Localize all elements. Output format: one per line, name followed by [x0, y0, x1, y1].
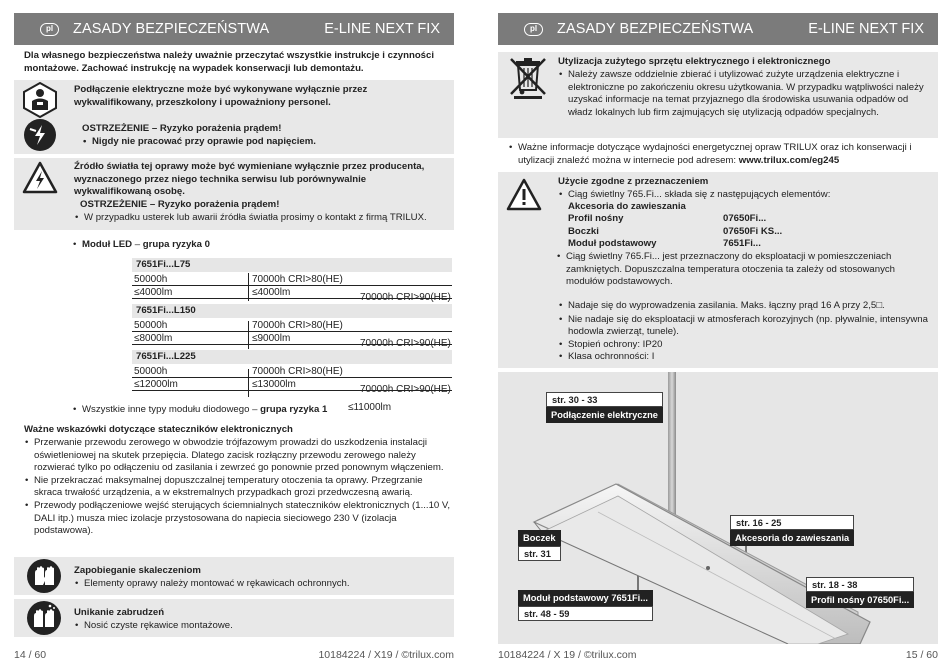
- dirt-title: Unikanie zabrudzeń: [74, 607, 165, 618]
- led-table: [132, 258, 452, 395]
- led-cri90: 70000h CRI>90(HE): [360, 292, 451, 303]
- ballast-bullet: • Przewody podłączeniowe wejść sterujących ściemnialnych stateczników elektronicznych (1...10 V, DALI itp.) musza miec izolacje przystosowana do napiecia sieciowego 230 V (izolacja podstawowa).: [24, 500, 452, 538]
- gloves-icon: [26, 558, 62, 594]
- ballast-title: Ważne wskazówki dotyczące stateczników elektronicznych: [24, 424, 293, 435]
- led-cri80: 70000h CRI>80(HE): [252, 320, 343, 331]
- left-page: [14, 0, 454, 667]
- led-lumen-a: ≤12000lm: [134, 379, 178, 390]
- caution-icon: [506, 177, 542, 213]
- led-model: 7651Fi...L225: [132, 350, 452, 364]
- energy-text: Ważne informacje dotyczące wydajności energetycznej opraw TRILUX oraz ich konserwacji i utylizacji znaleźć można w internecie pod adresem:: [518, 142, 912, 166]
- led-module-prefix: Moduł LED: [82, 239, 133, 250]
- led-hours: 50000h: [134, 366, 168, 377]
- no-live-work-icon: [22, 117, 58, 153]
- warning-title: OSTRZEŻENIE – Ryzyko porażenia prądem!: [82, 123, 282, 134]
- header-title: ZASADY BEZPIECZEŃSTWA: [557, 21, 754, 37]
- other-modules-lumen: ≤11000lm: [348, 402, 392, 413]
- header-title: ZASADY BEZPIECZEŃSTWA: [73, 21, 270, 37]
- part-name: Moduł podstawowy: [568, 238, 657, 250]
- other-modules-group: grupa ryzyka 1: [260, 404, 328, 415]
- warning-list: [82, 136, 442, 149]
- led-row-1: [132, 319, 452, 332]
- led-model: 7651Fi...L75: [132, 258, 452, 272]
- led-row-2: [132, 286, 452, 303]
- other-modules-text: Wszystkie inne typy modułu diodowego –: [82, 404, 261, 415]
- cuts-list: [74, 578, 444, 591]
- electric-hazard-icon: [22, 160, 58, 196]
- header-product: E-LINE NEXT FIX: [808, 21, 924, 37]
- language-badge: pl: [40, 23, 59, 36]
- part-name: Boczki: [568, 225, 599, 237]
- led-model: 7651Fi...L150: [132, 304, 452, 318]
- table-divider: [248, 369, 249, 397]
- page-header: [498, 13, 938, 45]
- part-code: 07650Fi KS...: [723, 225, 783, 237]
- led-group-2: [132, 350, 452, 395]
- ballast-bullet: • Nie przekraczać maksymalnej dopuszczalnej temperatury otoczenia ta oprawy. Przegrzanie skraca trwałość urządzenia, a w ekstremalnych przypadkach grozi przedwczesną awarią.: [24, 475, 452, 500]
- part-row: [568, 238, 868, 251]
- defect-list: [74, 212, 452, 225]
- callout-page: str. 48 - 59: [518, 606, 653, 621]
- page-footer: [498, 649, 938, 661]
- led-module-suffix-plain: –: [132, 239, 143, 250]
- intro-text: Dla własnego bezpieczeństwa należy uważnie przeczytać wszystkie instrukcje i czynności montażowe. Zachować instrukcję na wypadek konserwacji lub demontażu.: [24, 50, 435, 74]
- callout-label: Moduł podstawowy 7651Fi...: [518, 590, 653, 606]
- qualified-text: Podłączenie elektryczne może być wykonywane wyłącznie przez wykwalifikowany, przeszkolony i upoważniony personel.: [74, 84, 368, 108]
- consists-bullet: • Ciąg świetlny 765.Fi... składa się z następujących elementów:: [558, 189, 934, 202]
- page-number: 14 / 60: [14, 649, 47, 661]
- led-row-2: [132, 378, 452, 395]
- part-code: 7651Fi...: [723, 238, 761, 250]
- part-name: Profil nośny: [568, 213, 624, 224]
- led-lumen-a: ≤8000lm: [134, 333, 173, 344]
- page-number: 15 / 60: [905, 649, 938, 661]
- light-source-text: Źródło światła tej oprawy może być wymieniane wyłącznie przez producenta, wyznaczonego przez niego technika serwisu lub porównywalnie wykwalifikowaną osobę.: [74, 161, 425, 198]
- led-group-0: [132, 258, 452, 303]
- led-lumen-a: ≤4000lm: [134, 287, 173, 298]
- disposal-list: [558, 69, 934, 119]
- electrician-icon: [22, 82, 58, 118]
- energy-url-link[interactable]: www.trilux.com/eg245: [738, 154, 840, 166]
- header-product: E-LINE NEXT FIX: [324, 21, 440, 37]
- led-module-list: [72, 239, 372, 252]
- led-module-item: [72, 239, 372, 252]
- dirt-bullet: • Nosić czyste rękawice montażowe.: [74, 620, 444, 633]
- led-row-1: [132, 365, 452, 378]
- language-badge: pl: [524, 23, 543, 36]
- callout-suspension: [730, 515, 854, 546]
- led-hours: 50000h: [134, 274, 168, 285]
- other-modules-list: [72, 404, 452, 417]
- table-divider: [248, 321, 249, 349]
- document-number: 10184224 / X19 / ©trilux.com: [318, 649, 454, 661]
- callout-connection: [546, 392, 663, 423]
- callout-carrier-profile: [806, 577, 914, 608]
- indoor-bullet: • Ciąg świetlny 765.Fi... jest przeznaczony do eksploatacji w pomieszczeniach zamkniętych. Dopuszczalna temperatura otoczenia ta zależy od stosowanych modułów podstawowych.: [556, 251, 934, 289]
- led-hours: 50000h: [134, 320, 168, 331]
- led-cri80: 70000h CRI>80(HE): [252, 366, 343, 377]
- dirt-list: [74, 620, 444, 633]
- part-code: 07650Fi...: [723, 213, 767, 224]
- defect-bullet: • W przypadku usterek lub awarii źródła światła prosimy o kontakt z firmą TRILUX.: [74, 212, 452, 225]
- part-row: [568, 213, 868, 226]
- led-lumen-b: ≤13000lm: [252, 379, 296, 390]
- callout-label: Boczek: [518, 530, 561, 546]
- consists-list: [558, 189, 934, 202]
- led-cri90: 70000h CRI>90(HE): [360, 338, 451, 349]
- callout-page: str. 30 - 33: [546, 392, 663, 407]
- cuts-bullet: • Elementy oprawy należy montować w rękawicach ochronnych.: [74, 578, 444, 591]
- ip-bullet: • Stopień ochrony: IP20: [558, 339, 934, 352]
- led-cri90: 70000h CRI>90(HE): [360, 384, 451, 395]
- product-illustration: [498, 372, 938, 644]
- warning-bullet: • Nigdy nie pracować przy oprawie pod napięciem.: [82, 136, 442, 149]
- part-row: [568, 226, 868, 239]
- callout-page: str. 18 - 38: [806, 577, 914, 592]
- led-group-1: [132, 304, 452, 349]
- disposal-title: Utylizacja zużytego sprzętu elektrycznego i elektronicznego: [558, 56, 831, 67]
- warning-title-2: OSTRZEŻENIE – Ryzyko porażenia prądem!: [80, 199, 280, 210]
- other-modules-item: [72, 404, 452, 417]
- led-module-group: grupa ryzyka 0: [142, 239, 210, 250]
- callout-end-cap: [518, 530, 561, 561]
- callout-base-module: [518, 590, 653, 621]
- callout-label: Profil nośny 07650Fi...: [806, 592, 914, 608]
- callout-label: Akcesoria do zawieszania: [730, 530, 854, 546]
- parts-list: [568, 213, 868, 251]
- not-suitable-bullet: • Nie nadaje się do eksploatacji w atmosferach korozyjnych (np. pływalnie, intensywna hodowla zwierząt, tunele).: [558, 314, 934, 339]
- page-header: [14, 13, 454, 45]
- clean-gloves-icon: [26, 600, 62, 636]
- callout-label: Podłączenie elektryczne: [546, 407, 663, 423]
- intended-title: Użycie zgodne z przeznaczeniem: [558, 176, 709, 187]
- led-row-2: [132, 332, 452, 349]
- ballast-bullet: • Przerwanie przewodu zerowego w obwodzie trójfazowym prowadzi do uszkodzenia instalacji oświetleniowej na skutek przepięcia. Dlatego zacisk rozłączny przewodu zerowego należy rozwierać tylko po odłączeniu od zasilania i zewrzeć go ponownie przed ponownym włączeniem.: [24, 437, 452, 475]
- accessories-title: Akcesoria do zawieszania: [568, 201, 686, 212]
- ballast-list: [24, 437, 452, 538]
- power-bullet: • Nadaje się do wyprowadzenia zasilania. Maks. łączny prąd 16 A przy 2,5□.: [558, 300, 934, 313]
- table-divider: [248, 273, 249, 301]
- led-cri80: 70000h CRI>80(HE): [252, 274, 343, 285]
- energy-item: [508, 142, 936, 167]
- right-page: [498, 0, 938, 667]
- callout-page: str. 16 - 25: [730, 515, 854, 530]
- page-footer: [14, 649, 454, 661]
- weee-bin-icon: [508, 56, 548, 100]
- disposal-bullet: • Należy zawsze oddzielnie zbierać i utylizować zużyte urządzenia elektryczne i elektroniczne po zakończeniu okresu użytkowania. W przypadku wątpliwości należy uzyskać informacje na temat przyjaznego dla środowiska usuwania odpadów od władz lokalnych lub firm zajmujących się utylizacją odpadów specjalnych.: [558, 69, 934, 119]
- led-row-1: [132, 273, 452, 286]
- callout-page: str. 31: [518, 546, 561, 561]
- led-lumen-b: ≤9000lm: [252, 333, 291, 344]
- indoor-list: [556, 251, 934, 289]
- cuts-title: Zapobieganie skaleczeniom: [74, 565, 201, 576]
- led-lumen-b: ≤4000lm: [252, 287, 291, 298]
- energy-list: [508, 142, 936, 167]
- document-number: 10184224 / X 19 / ©trilux.com: [498, 649, 637, 661]
- properties-list: [558, 300, 934, 364]
- class-bullet: • Klasa ochronności: I: [558, 351, 934, 364]
